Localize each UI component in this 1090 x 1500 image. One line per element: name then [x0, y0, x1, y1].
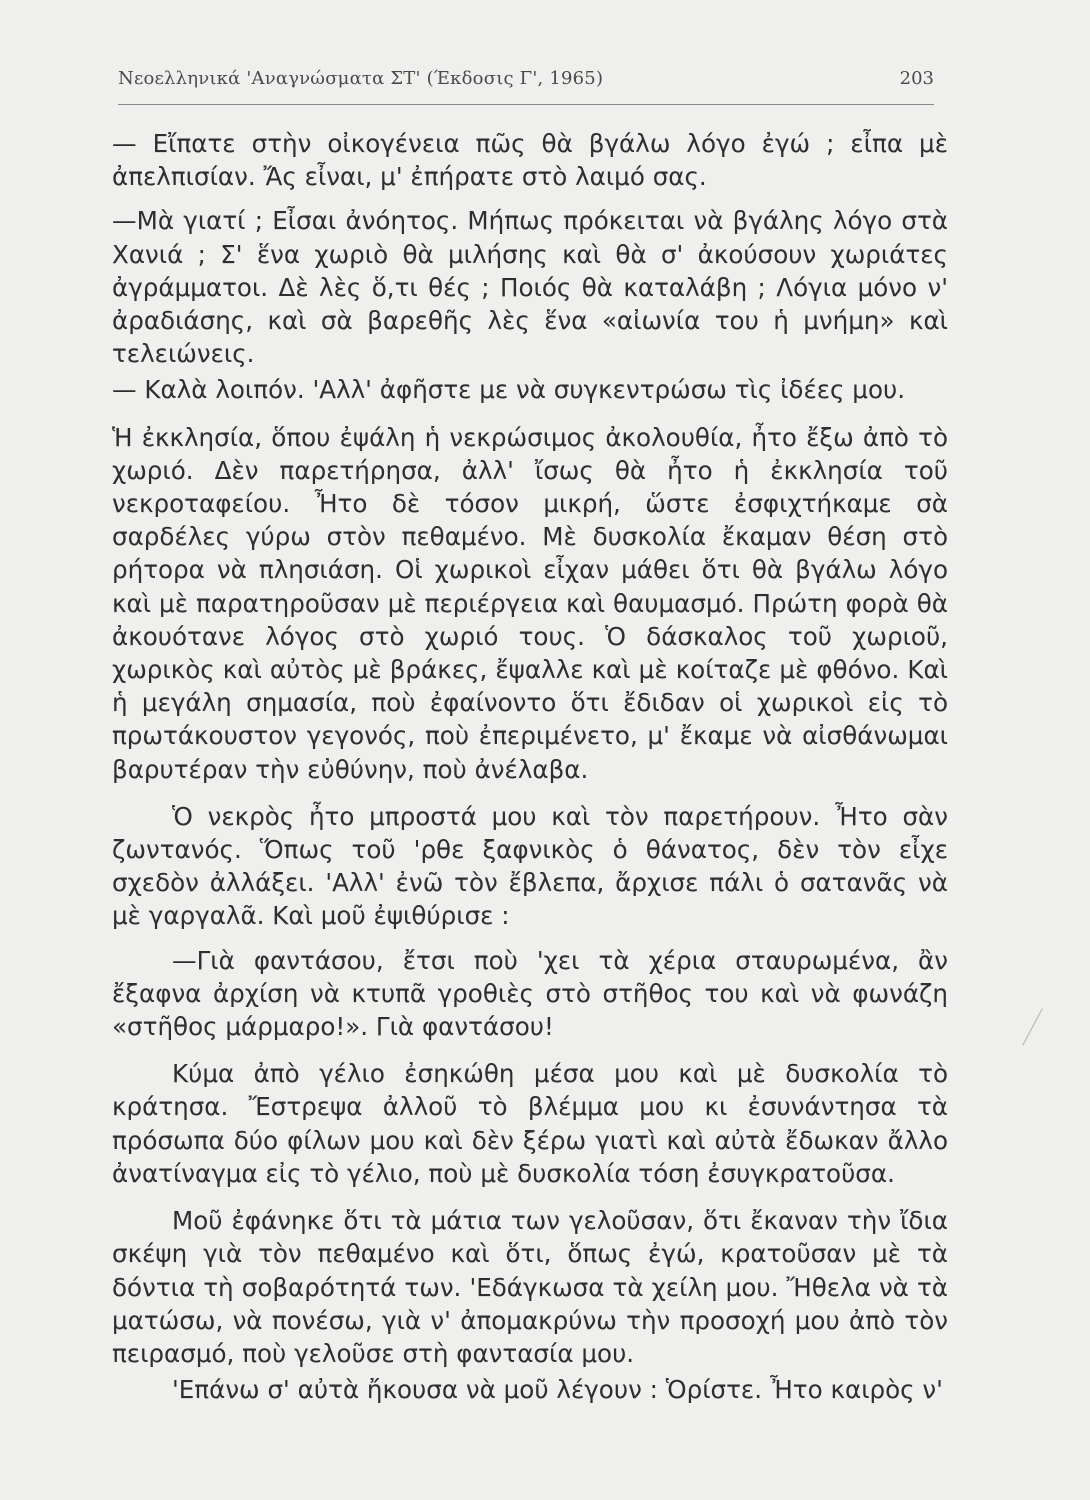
running-header: [118, 64, 934, 105]
paragraph-whisper: —Γιὰ φαντάσου, ἔτσι ποὺ 'χει τὰ χέρια σταυρωμένα, ἂν ἔξαφνα ἀρχίση νὰ κτυπᾶ γροθιὲς στὸ στῆθος του καὶ νὰ φωνάζη «στῆθος μάρμαρο!». Γιὰ φαντάσου!: [112, 945, 948, 1042]
page-number: 203: [899, 68, 934, 89]
margin-pencil-mark: [1022, 1008, 1043, 1046]
running-title: Νεοελληνικά 'Αναγνώσματα ΣΤ' (Έκδοσις Γ', 1965): [118, 68, 604, 89]
body-text: [112, 127, 948, 1406]
paragraph-church: Ἡ ἐκκλησία, ὅπου ἐψάλη ἡ νεκρώσιμος ἀκολουθία, ἦτο ἔξω ἀπὸ τὸ χωριό. Δὲν παρετήρησα, ἀλλ' ἴσως θὰ ἦτο ἡ ἐκκλησία τοῦ νεκροταφείου. Ἦτο δὲ τόσον μικρή, ὥστε ἐσφιχτήκαμε σὰ σαρδέλες γύρω στὸν πεθαμένο. Μὲ δυσκολία ἔκαμαν θέση στὸ ρήτορα νὰ πλησιάση. Οἱ χωρικοὶ εἶχαν μάθει ὅτι θὰ βγάλω λόγο καὶ μὲ παρατηροῦσαν μὲ περιέργεια καὶ θαυμασμό. Πρώτη φορὰ θὰ ἀκουότανε λόγος στὸ χωριό τους. Ὁ δάσκαλος τοῦ χωριοῦ, χωρικὸς καὶ αὐτὸς μὲ βράκες, ἔψαλλε καὶ μὲ κοίταζε μὲ φθόνο. Καὶ ἡ μεγάλη σημασία, ποὺ ἐφαίνοντο ὅτι ἔδιδαν οἱ χωρικοὶ εἰς τὸ πρωτάκουστον γεγονός, ποὺ ἐπεριμένετο, μ' ἔκαμε νὰ αἰσθάνωμαι βαρυτέραν τὴν εὐθύνην, ποὺ ἀνέλαβα.: [112, 422, 948, 784]
paragraph-dead-man: Ὁ νεκρὸς ἦτο μπροστά μου καὶ τὸν παρετήρουν. Ἦτο σὰν ζωντανός. Ὅπως τοῦ 'ρθε ξαφνικὸς ὁ θάνατος, δὲν τὸν εἶχε σχεδὸν ἀλλάξει. 'Αλλ' ἐνῶ τὸν ἔβλεπα, ἄρχισε πάλι ὁ σατανᾶς νὰ μὲ γαργαλᾶ. Καὶ μοῦ ἐψιθύρισε :: [112, 801, 948, 931]
paragraph-final: 'Επάνω σ' αὐτὰ ἤκουσα νὰ μοῦ λέγουν : Ὁρίστε. Ἦτο καιρὸς ν': [172, 1375, 943, 1405]
paragraph-dialogue-1: — Εἴπατε στὴν οἰκογένεια πῶς θὰ βγάλω λόγο ἐγώ ; εἶπα μὲ ἀπελπισίαν. Ἄς εἶναι, μ' ἐπήρατε στὸ λαιμό σας.: [112, 129, 948, 192]
paragraph-dialogue-3: — Καλὰ λοιπόν. 'Αλλ' ἀφῆστε με νὰ συγκεντρώσω τὶς ἰδέες μου.: [112, 375, 906, 405]
paragraph-eyes: Μοῦ ἐφάνηκε ὅτι τὰ μάτια των γελοῦσαν, ὅτι ἔκαναν τὴν ἴδια σκέψη γιὰ τὸν πεθαμένο καὶ ὅτι, ὅπως ἐγώ, κρατοῦσαν μὲ τὰ δόντια τὴ σοβαρότητά των. 'Εδάγκωσα τὰ χείλη μου. Ἤθελα νὰ τὰ ματώσω, νὰ πονέσω, γιὰ ν' ἀπομακρύνω τὴν προσοχή μου ἀπὸ τὸν πειρασμό, ποὺ γελοῦσε στὴ φαντασία μου.: [112, 1206, 948, 1368]
paragraph-dialogue-2: —Μὰ γιατί ; Εἶσαι ἀνόητος. Μήπως πρόκειται νὰ βγάλης λόγο στὰ Χανιά ; Σ' ἕνα χωριὸ θὰ μιλήσης καὶ θὰ σ' ἀκούσουν χωριάτες ἀγράμματοι. Δὲ λὲς ὅ,τι θές ; Ποιός θὰ καταλάβη ; Λόγια μόνο ν' ἀραδιάσης, καὶ σὰ βαρεθῆς λὲς ἕνα «αἰωνία του ἡ μνήμη» καὶ τελειώνεις.: [112, 206, 948, 369]
paragraph-laughter: Κύμα ἀπὸ γέλιο ἐσηκώθη μέσα μου καὶ μὲ δυσκολία τὸ κράτησα. Ἔστρεψα ἀλλοῦ τὸ βλέμμα μου κι ἐσυνάντησα τὰ πρόσωπα δύο φίλων μου καὶ δὲν ξέρω γιατὶ καὶ αὐτὰ ἔδωκαν ἄλλο ἀνατίναγμα εἰς τὸ γέλιο, ποὺ μὲ δυσκολία τόση ἐσυγκρατοῦσα.: [112, 1059, 948, 1188]
